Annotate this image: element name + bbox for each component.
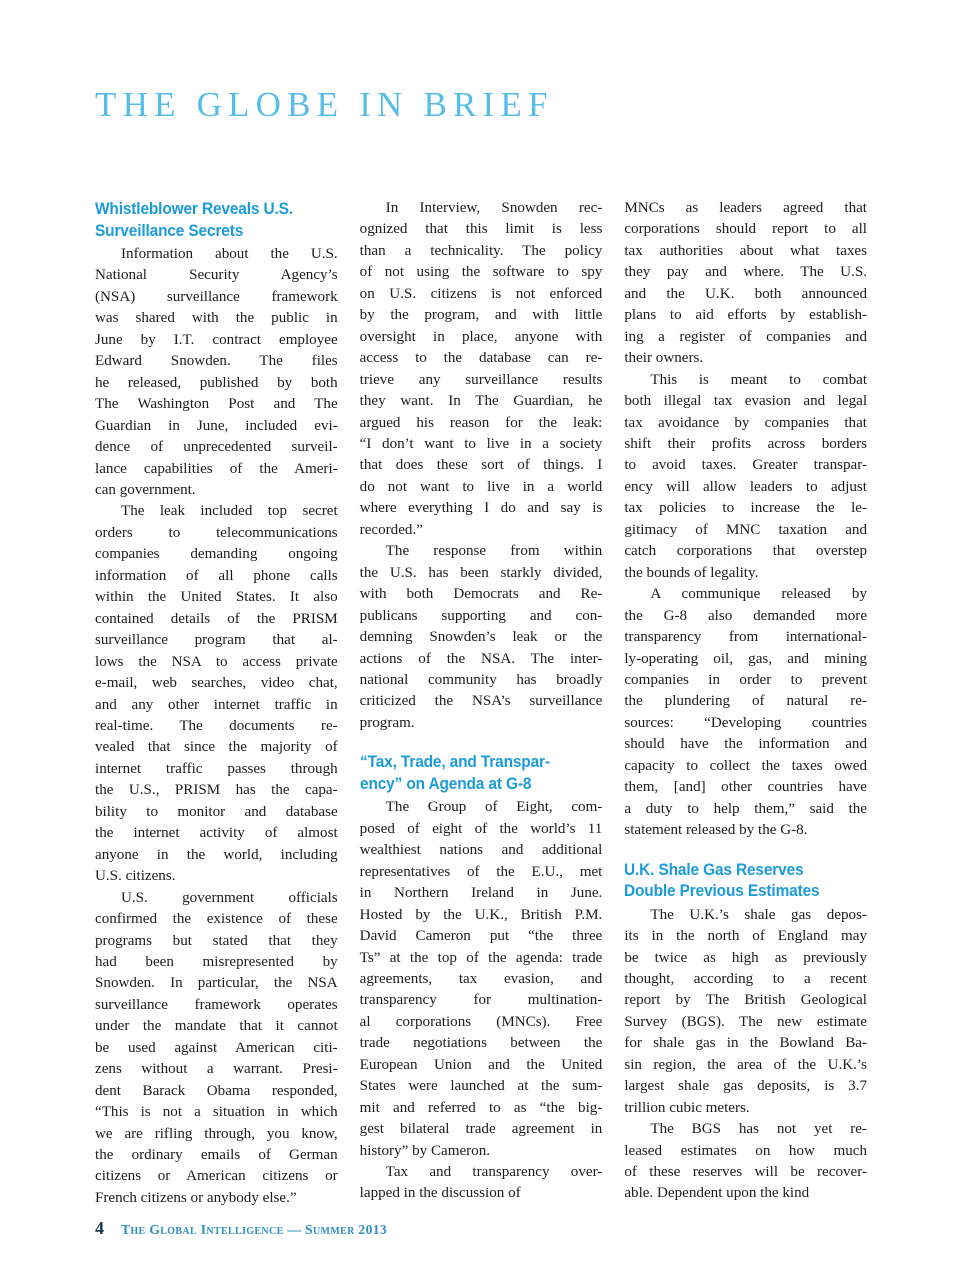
body-line: corporations should report to all <box>624 221 868 238</box>
body-line: gitimacy of MNC taxation and <box>624 521 868 538</box>
body-line: States were launched at the sum- <box>359 1078 603 1095</box>
body-paragraph <box>624 584 867 841</box>
body-line: that does these sort of things. I <box>359 457 603 474</box>
body-line: for shale gas in the Bowland Ba- <box>624 1035 868 1052</box>
body-line: publicans supporting and con- <box>359 607 603 624</box>
body-line: be used against American citi- <box>95 1039 338 1056</box>
section-heading <box>624 859 867 902</box>
body-line: programs but stated that they <box>95 932 338 949</box>
body-line: tax avoidance by companies that <box>624 414 868 431</box>
body-line: largest shale gas deposits, is 3.7 <box>624 1078 868 1095</box>
body-line: e-mail, web searches, video chat, <box>95 675 338 692</box>
body-line: able. Dependent upon the kind <box>624 1185 810 1202</box>
body-line: criticized the NSA’s surveillance <box>359 693 603 710</box>
body-line: and the U.K. both announced <box>624 285 868 302</box>
body-line: transparency from international- <box>624 629 868 646</box>
body-line: in Northern Ireland in June. <box>359 885 603 902</box>
body-line: agreements, tax evasion, and <box>359 970 603 987</box>
body-line: orders to telecommunications <box>95 524 338 541</box>
body-line: their owners. <box>624 350 704 367</box>
body-line: In Interview, Snowden rec- <box>385 200 603 216</box>
body-line: representatives of the E.U., met <box>359 863 603 880</box>
body-line: ognized that this limit is less <box>359 221 603 238</box>
body-line: dent Barack Obama responded, <box>95 1082 338 1099</box>
body-line: where everything I do and say is <box>359 500 603 517</box>
body-line: them, [and] other countries have <box>624 779 868 796</box>
body-line: Edward Snowden. The files <box>95 353 338 370</box>
body-line: A communique released by <box>650 586 868 603</box>
body-line: under the mandate that it cannot <box>95 1018 338 1035</box>
body-line: of these reserves will be recover- <box>624 1164 868 1181</box>
body-line: tax policies to increase the le- <box>624 500 868 517</box>
body-line: wealthiest nations and additional <box>359 842 603 859</box>
body-line: posed of eight of the world’s 11 <box>359 820 603 837</box>
body-line: trillion cubic meters. <box>624 1099 750 1116</box>
body-line: MNCs as leaders agreed that <box>624 200 868 216</box>
body-line: French citizens or anybody else.” <box>95 1189 297 1206</box>
body-line: surveillance framework operates <box>95 996 338 1013</box>
body-line: the G-8 also demanded more <box>624 607 868 624</box>
body-line: catch corporations that overstep <box>624 543 868 560</box>
section-heading-line: Whistleblower Reveals U.S. <box>95 199 293 218</box>
body-line: recorded.” <box>359 521 423 538</box>
body-paragraph <box>624 198 867 370</box>
body-line: history” by Cameron. <box>359 1142 491 1159</box>
body-line: (NSA) surveillance framework <box>95 288 338 305</box>
body-paragraph <box>360 1162 603 1205</box>
body-line: The Washington Post and The <box>95 396 338 413</box>
body-paragraph <box>360 541 603 734</box>
body-line: the internet activity of almost <box>95 825 338 842</box>
body-line: trieve any surveillance results <box>359 371 603 388</box>
body-line: This is meant to combat <box>650 371 868 388</box>
body-line: Information about the U.S. <box>121 246 338 262</box>
body-line: al corporations (MNCs). Free <box>359 1013 603 1030</box>
body-line: the ordinary emails of German <box>95 1147 338 1164</box>
page-footer <box>95 1217 795 1241</box>
body-paragraph <box>624 1119 867 1205</box>
column-3 <box>624 198 868 1202</box>
body-line: plans to aid efforts by establish- <box>624 307 868 324</box>
body-line: actions of the NSA. The inter- <box>359 650 603 667</box>
body-line: dence of unprecedented surveil- <box>95 439 338 456</box>
body-line: bility to monitor and database <box>95 803 338 820</box>
body-paragraph <box>624 905 867 1120</box>
section-heading <box>360 751 603 794</box>
body-line: David Cameron put “the three <box>359 928 603 945</box>
body-line: internet traffic passes through <box>95 760 338 777</box>
body-line: “This is not a situation in which <box>95 1104 338 1121</box>
body-line: to avoid taxes. Greater transpar- <box>624 457 868 474</box>
body-line: Snowden. In particular, the NSA <box>95 975 338 992</box>
body-line: Survey (BGS). The new estimate <box>624 1013 868 1030</box>
body-line: than a technicality. The policy <box>359 242 603 259</box>
body-line: we are rifling through, you know, <box>95 1125 338 1142</box>
body-line: Hosted by the U.K., British P.M. <box>359 906 603 923</box>
body-line: had been misrepresented by <box>95 953 338 970</box>
body-paragraph <box>624 370 867 585</box>
body-line: oversight in place, anyone with <box>359 328 603 345</box>
body-line: ly-operating oil, gas, and mining <box>624 650 868 667</box>
body-line: the bounds of legality. <box>624 564 759 581</box>
section-heading-line: “Tax, Trade, and Transpar- <box>359 752 550 772</box>
body-line: real-time. The documents re- <box>95 717 338 734</box>
body-line: The U.K.’s shale gas depos- <box>650 906 868 923</box>
body-line: mit and referred to as “the big- <box>359 1099 603 1116</box>
body-paragraph <box>95 244 338 501</box>
body-line: Guardian in June, included evi- <box>95 417 338 434</box>
body-line: companies in order to prevent <box>624 671 868 688</box>
body-line: by the program, and with little <box>359 307 603 324</box>
body-line: argued his reason for the leak: <box>359 414 603 431</box>
body-line: The BGS has not yet re- <box>650 1121 868 1138</box>
body-line: information of all phone calls <box>95 567 338 584</box>
body-line: statement released by the G-8. <box>624 822 808 839</box>
body-line: its in the north of England may <box>624 928 868 945</box>
section-heading-line: Double Previous Estimates <box>624 881 820 901</box>
body-paragraph <box>95 501 338 887</box>
body-line: U.S. citizens. <box>95 868 176 885</box>
page-title: THE GLOBE IN BRIEF <box>95 85 554 124</box>
article-columns <box>95 198 868 1206</box>
body-line: be twice as high as previously <box>624 949 868 966</box>
body-line: with both Democrats and Re- <box>359 586 603 603</box>
body-line: The Group of Eight, com- <box>385 799 603 816</box>
body-line: leased estimates on how much <box>624 1142 868 1159</box>
body-line: lows the NSA to access private <box>95 653 338 670</box>
section-heading-line: U.K. Shale Gas Reserves <box>624 859 804 879</box>
body-line: on U.S. citizens is not enforced <box>359 285 603 302</box>
body-line: report by The British Geological <box>624 992 868 1009</box>
column-1 <box>95 198 338 1206</box>
body-line: ing a register of companies and <box>624 328 868 345</box>
body-line: “I don’t want to live in a society <box>359 435 603 452</box>
body-line: Ts” at the top of the agenda: trade <box>359 949 603 966</box>
body-line: citizens or American citizens or <box>95 1168 338 1185</box>
body-line: The response from within <box>385 543 603 560</box>
body-line: the U.S., PRISM has the capa- <box>95 782 338 799</box>
body-line: surveillance program that al- <box>95 632 338 649</box>
body-line: June by I.T. contract employee <box>95 331 338 348</box>
body-line: he released, published by both <box>95 374 338 391</box>
body-line: do not want to live in a world <box>359 478 603 495</box>
body-line: demning Snowden’s leak or the <box>359 629 603 646</box>
body-line: contained details of the PRISM <box>95 610 338 627</box>
body-line: national community has broadly <box>359 671 603 688</box>
body-line: program. <box>359 714 415 731</box>
body-line: anyone in the world, including <box>95 846 338 863</box>
body-line: they pay and where. The U.S. <box>624 264 868 281</box>
body-line: sources: “Developing countries <box>624 714 868 731</box>
body-line: the plundering of natural re- <box>624 693 868 710</box>
body-line: U.S. government officials <box>121 889 338 906</box>
body-line: The leak included top secret <box>121 503 338 520</box>
body-line: trade negotiations between the <box>359 1035 603 1052</box>
body-line: gest bilateral trade agreement in <box>359 1121 603 1138</box>
body-line: can government. <box>95 481 196 498</box>
body-line: vealed that since the majority of <box>95 739 338 756</box>
body-line: tax authorities about what taxes <box>624 242 868 259</box>
page-number: 4 <box>95 1218 104 1238</box>
body-line: of not using the software to spy <box>359 264 603 281</box>
body-line: companies demanding ongoing <box>95 546 338 563</box>
body-line: lapped in the discussion of <box>359 1185 521 1202</box>
body-line: a duty to help them,” said the <box>624 800 868 817</box>
body-line: capacity to collect the taxes owed <box>624 757 868 774</box>
body-line: thought, according to a recent <box>624 970 868 987</box>
section-heading <box>95 198 338 241</box>
section-heading-line: ency” on Agenda at G-8 <box>359 773 531 793</box>
body-line: the U.S. has been starkly divided, <box>359 564 603 581</box>
body-paragraph <box>360 797 603 1162</box>
body-line: both illegal tax evasion and legal <box>624 393 868 410</box>
body-line: transparency for multination- <box>359 992 603 1009</box>
masthead <box>95 84 875 126</box>
body-line: shift their profits across borders <box>624 435 868 452</box>
body-line: National Security Agency’s <box>95 267 338 284</box>
body-line: should have the information and <box>624 736 868 753</box>
body-line: European Union and the United <box>359 1056 603 1073</box>
body-line: Tax and transparency over- <box>385 1164 603 1181</box>
body-line: lance capabilities of the Ameri- <box>95 460 338 477</box>
section-heading-line: Surveillance Secrets <box>95 220 244 240</box>
body-line: confirmed the existence of these <box>95 911 338 928</box>
body-paragraph <box>95 888 338 1210</box>
body-line: zens without a warrant. Presi- <box>95 1061 338 1078</box>
body-line: within the United States. It also <box>95 589 338 606</box>
body-line: and any other internet traffic in <box>95 696 338 713</box>
body-paragraph <box>360 198 603 541</box>
body-line: was shared with the public in <box>95 310 338 327</box>
body-line: sin region, the area of the U.K.’s <box>624 1056 868 1073</box>
body-line: ency will allow leaders to adjust <box>624 478 868 495</box>
column-2 <box>359 198 603 1202</box>
publication-line: The Global Intelligence — Summer 2013 <box>121 1222 388 1237</box>
body-line: they want. In The Guardian, he <box>359 393 603 410</box>
body-line: access to the database can re- <box>359 350 603 367</box>
